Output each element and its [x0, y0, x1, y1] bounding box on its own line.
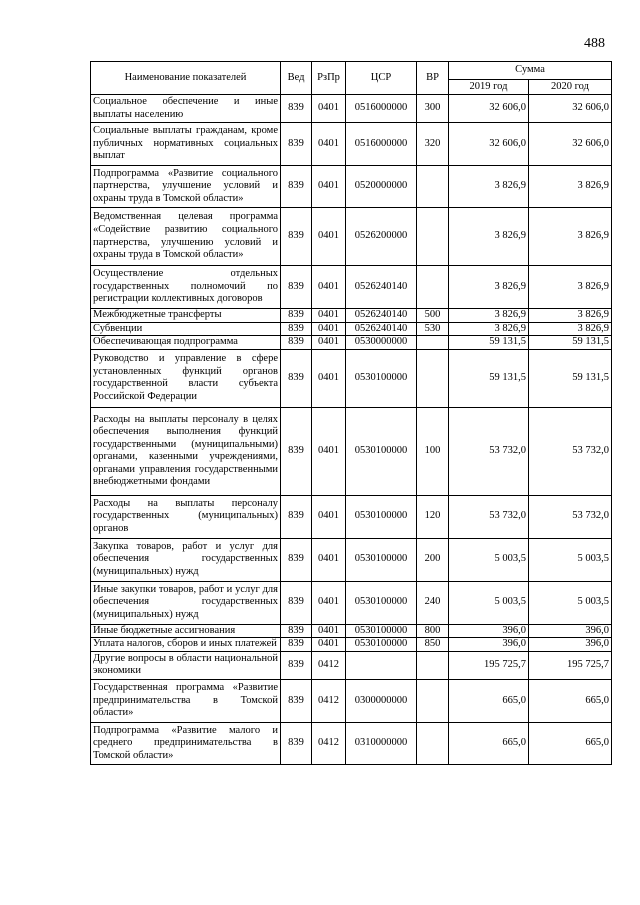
cell-y2019: 5 003,5 — [449, 581, 529, 624]
table-row — [91, 309, 612, 323]
table-row — [91, 495, 612, 538]
cell-csr: 0526200000 — [346, 208, 417, 266]
cell-ved: 839 — [281, 309, 312, 323]
cell-rzpr: 0401 — [312, 495, 346, 538]
cell-name: Подпрограмма «Развитие социального партнерства, улучшение условий и охраны труда в Томской области» — [91, 166, 281, 208]
cell-y2020: 32 606,0 — [529, 95, 612, 123]
cell-csr — [346, 651, 417, 679]
cell-vr: 120 — [417, 495, 449, 538]
cell-rzpr: 0401 — [312, 624, 346, 638]
cell-rzpr: 0401 — [312, 407, 346, 495]
cell-y2020: 53 732,0 — [529, 407, 612, 495]
cell-vr: 240 — [417, 581, 449, 624]
table-row — [91, 581, 612, 624]
cell-vr — [417, 208, 449, 266]
cell-rzpr: 0401 — [312, 208, 346, 266]
table-row — [91, 208, 612, 266]
table-row — [91, 407, 612, 495]
cell-csr: 0516000000 — [346, 123, 417, 166]
cell-csr: 0526240140 — [346, 309, 417, 323]
cell-y2019: 32 606,0 — [449, 95, 529, 123]
cell-y2020: 3 826,9 — [529, 309, 612, 323]
cell-csr: 0530100000 — [346, 624, 417, 638]
header-2019: 2019 год — [449, 80, 529, 95]
cell-name: Иные бюджетные ассигнования — [91, 624, 281, 638]
cell-name: Субвенции — [91, 322, 281, 336]
cell-vr — [417, 651, 449, 679]
cell-name: Расходы на выплаты персоналу в целях обеспечения выполнения функций государственными (муниципальными) органами, казенными учреждениями, органами управления государственными внебюджетными фондами — [91, 407, 281, 495]
cell-csr: 0530100000 — [346, 495, 417, 538]
cell-ved: 839 — [281, 624, 312, 638]
cell-ved: 839 — [281, 638, 312, 652]
cell-rzpr: 0401 — [312, 322, 346, 336]
cell-vr — [417, 336, 449, 350]
cell-vr: 200 — [417, 538, 449, 581]
cell-vr: 320 — [417, 123, 449, 166]
cell-y2019: 59 131,5 — [449, 336, 529, 350]
cell-name: Осуществление отдельных государственных полномочий по регистрации коллективных договоров — [91, 266, 281, 309]
cell-y2019: 5 003,5 — [449, 538, 529, 581]
cell-rzpr: 0401 — [312, 638, 346, 652]
table-row — [91, 322, 612, 336]
cell-y2019: 665,0 — [449, 679, 529, 722]
cell-rzpr: 0401 — [312, 309, 346, 323]
cell-name: Руководство и управление в сфере установленных функций органов государственной власти субъекта Российской Федерации — [91, 349, 281, 407]
cell-vr: 100 — [417, 407, 449, 495]
cell-y2019: 195 725,7 — [449, 651, 529, 679]
cell-ved: 839 — [281, 722, 312, 764]
cell-csr: 0520000000 — [346, 166, 417, 208]
cell-name: Подпрограмма «Развитие малого и среднего предпринимательства в Томской области» — [91, 722, 281, 764]
cell-vr — [417, 166, 449, 208]
cell-y2020: 59 131,5 — [529, 349, 612, 407]
table-row — [91, 538, 612, 581]
table-body — [91, 95, 612, 765]
cell-vr — [417, 349, 449, 407]
cell-ved: 839 — [281, 123, 312, 166]
cell-rzpr: 0401 — [312, 336, 346, 350]
cell-ved: 839 — [281, 336, 312, 350]
budget-table — [90, 61, 612, 765]
cell-rzpr: 0401 — [312, 349, 346, 407]
cell-csr: 0526240140 — [346, 322, 417, 336]
cell-ved: 839 — [281, 322, 312, 336]
cell-ved: 839 — [281, 166, 312, 208]
cell-name: Уплата налогов, сборов и иных платежей — [91, 638, 281, 652]
page-number: 488 — [584, 36, 605, 51]
cell-y2020: 3 826,9 — [529, 322, 612, 336]
header-csr: ЦСР — [346, 62, 417, 95]
cell-vr — [417, 679, 449, 722]
cell-vr: 850 — [417, 638, 449, 652]
header-2020: 2020 год — [529, 80, 612, 95]
cell-ved: 839 — [281, 349, 312, 407]
cell-ved: 839 — [281, 651, 312, 679]
cell-name: Обеспечивающая подпрограмма — [91, 336, 281, 350]
cell-y2019: 3 826,9 — [449, 166, 529, 208]
table-row — [91, 651, 612, 679]
cell-vr: 530 — [417, 322, 449, 336]
cell-y2020: 53 732,0 — [529, 495, 612, 538]
table-row — [91, 95, 612, 123]
cell-csr: 0300000000 — [346, 679, 417, 722]
cell-csr: 0530100000 — [346, 638, 417, 652]
table-row — [91, 638, 612, 652]
cell-csr: 0310000000 — [346, 722, 417, 764]
header-rzpr: РзПр — [312, 62, 346, 95]
cell-ved: 839 — [281, 679, 312, 722]
cell-name: Другие вопросы в области национальной экономики — [91, 651, 281, 679]
cell-rzpr: 0412 — [312, 651, 346, 679]
cell-y2019: 3 826,9 — [449, 322, 529, 336]
cell-y2019: 32 606,0 — [449, 123, 529, 166]
table-row — [91, 679, 612, 722]
cell-name: Иные закупки товаров, работ и услуг для обеспечения государственных (муниципальных) нужд — [91, 581, 281, 624]
cell-name: Ведомственная целевая программа «Содействие развитию социального партнерства, улучшению условий и охраны труда в Томской области» — [91, 208, 281, 266]
cell-y2020: 3 826,9 — [529, 166, 612, 208]
table-row — [91, 349, 612, 407]
cell-y2020: 665,0 — [529, 679, 612, 722]
cell-name: Расходы на выплаты персоналу государственных (муниципальных) органов — [91, 495, 281, 538]
cell-ved: 839 — [281, 208, 312, 266]
header-vr: ВР — [417, 62, 449, 95]
cell-csr: 0526240140 — [346, 266, 417, 309]
cell-vr: 800 — [417, 624, 449, 638]
cell-name: Государственная программа «Развитие предпринимательства в Томской области» — [91, 679, 281, 722]
cell-vr: 500 — [417, 309, 449, 323]
cell-csr: 0530100000 — [346, 538, 417, 581]
cell-name: Социальное обеспечение и иные выплаты населению — [91, 95, 281, 123]
cell-y2019: 396,0 — [449, 638, 529, 652]
cell-rzpr: 0401 — [312, 581, 346, 624]
cell-y2019: 3 826,9 — [449, 208, 529, 266]
cell-y2020: 59 131,5 — [529, 336, 612, 350]
cell-csr: 0530000000 — [346, 336, 417, 350]
cell-y2019: 665,0 — [449, 722, 529, 764]
cell-vr — [417, 266, 449, 309]
cell-y2019: 3 826,9 — [449, 266, 529, 309]
cell-ved: 839 — [281, 407, 312, 495]
cell-y2019: 53 732,0 — [449, 407, 529, 495]
cell-y2020: 5 003,5 — [529, 581, 612, 624]
table-row — [91, 336, 612, 350]
cell-csr: 0530100000 — [346, 581, 417, 624]
cell-ved: 839 — [281, 581, 312, 624]
table-row — [91, 722, 612, 764]
cell-y2019: 53 732,0 — [449, 495, 529, 538]
cell-y2020: 5 003,5 — [529, 538, 612, 581]
cell-rzpr: 0401 — [312, 95, 346, 123]
header-ved: Вед — [281, 62, 312, 95]
cell-y2019: 396,0 — [449, 624, 529, 638]
cell-rzpr: 0401 — [312, 538, 346, 581]
cell-y2019: 3 826,9 — [449, 309, 529, 323]
cell-y2020: 195 725,7 — [529, 651, 612, 679]
cell-ved: 839 — [281, 266, 312, 309]
cell-y2020: 3 826,9 — [529, 266, 612, 309]
cell-y2020: 396,0 — [529, 624, 612, 638]
cell-ved: 839 — [281, 495, 312, 538]
cell-y2020: 396,0 — [529, 638, 612, 652]
cell-y2020: 32 606,0 — [529, 123, 612, 166]
cell-ved: 839 — [281, 538, 312, 581]
table-header — [91, 62, 612, 95]
cell-rzpr: 0401 — [312, 266, 346, 309]
table-row — [91, 166, 612, 208]
cell-csr: 0530100000 — [346, 407, 417, 495]
cell-vr — [417, 722, 449, 764]
table-row — [91, 123, 612, 166]
table-row — [91, 624, 612, 638]
cell-name: Социальные выплаты гражданам, кроме публичных нормативных социальных выплат — [91, 123, 281, 166]
cell-rzpr: 0401 — [312, 123, 346, 166]
cell-name: Межбюджетные трансферты — [91, 309, 281, 323]
cell-rzpr: 0412 — [312, 722, 346, 764]
cell-y2020: 3 826,9 — [529, 208, 612, 266]
cell-vr: 300 — [417, 95, 449, 123]
cell-ved: 839 — [281, 95, 312, 123]
cell-name: Закупка товаров, работ и услуг для обеспечения государственных (муниципальных) нужд — [91, 538, 281, 581]
cell-y2020: 665,0 — [529, 722, 612, 764]
cell-rzpr: 0412 — [312, 679, 346, 722]
header-name: Наименование показателей — [91, 62, 281, 95]
cell-csr: 0516000000 — [346, 95, 417, 123]
header-sum: Сумма — [449, 62, 612, 80]
cell-rzpr: 0401 — [312, 166, 346, 208]
cell-csr: 0530100000 — [346, 349, 417, 407]
cell-y2019: 59 131,5 — [449, 349, 529, 407]
table-row — [91, 266, 612, 309]
